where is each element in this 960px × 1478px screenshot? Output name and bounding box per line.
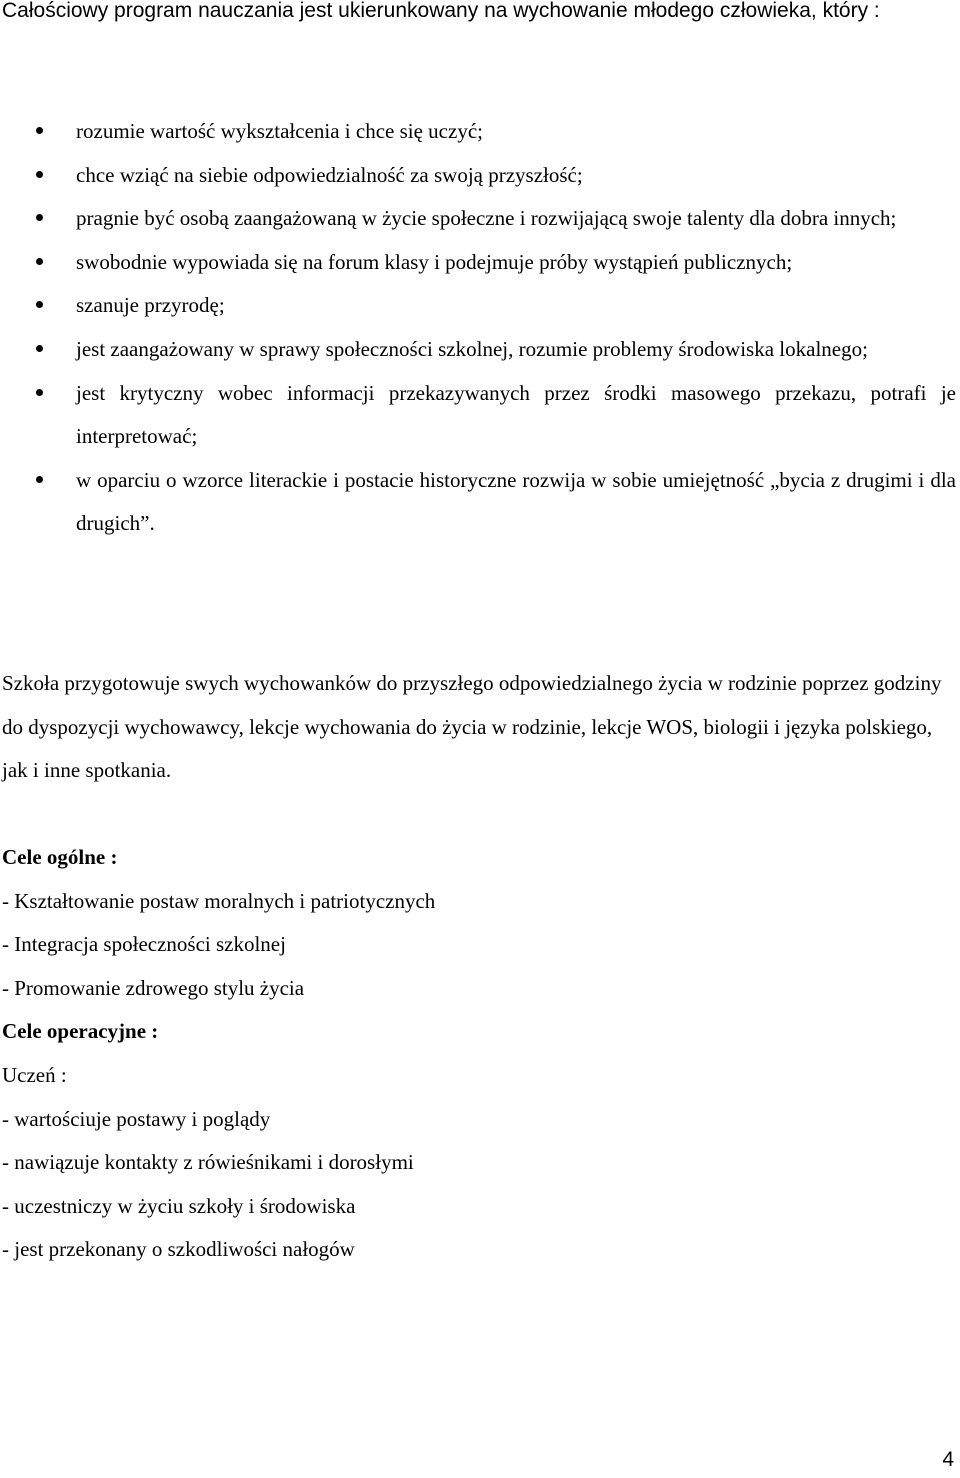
list-item-text: chce wziąć na siebie odpowiedzialność za swoją przyszłość; [76,162,583,187]
general-goals-heading: Cele ogólne : [2,845,118,869]
general-goal-item: - Integracja społeczności szkolnej [2,932,286,957]
bullet-icon [36,171,43,178]
operational-goal-item: - uczestniczy w życiu szkoły i środowiska [2,1193,356,1218]
bullet-icon [36,214,43,221]
list-item-text: swobodnie wypowiada się na forum klasy i podejmuje próby wystąpień publicznych; [76,249,793,274]
list-item-text: rozumie wartość wykształcenia i chce się uczyć; [76,119,483,143]
list-item [0,372,960,459]
list-item-text: pragnie być osobą zaangażowaną w życie społeczne i rozwijającą swoje talenty dla dobra innych; [76,206,897,231]
bullet-icon [36,476,43,483]
traits-list [0,110,960,546]
list-item [0,459,960,546]
list-item [0,197,960,241]
list-item [0,328,960,372]
family-education-paragraph: Szkoła przygotowuje swych wychowanków do przyszłego odpowiedzialnego życia w rodzinie poprzez godziny do dyspozycji wychowawcy, lekcje wychowania do życia w rodzinie, lekcje WOS, biologii i języka polskiego, jak i inne spotkania. [2,671,942,783]
operational-goals-subject: Uczeń : [2,1062,67,1087]
list-item [0,241,960,285]
list-item [0,110,960,154]
operational-goal-item: - jest przekonany o szkodliwości nałogów [2,1237,355,1262]
operational-goal-item: - wartościuje postawy i poglądy [2,1106,271,1131]
bullet-icon [36,258,43,265]
list-item-text: szanuje przyrodę; [76,293,225,318]
general-goal-item: - Kształtowanie postaw moralnych i patriotycznych [2,888,436,913]
list-item-text: jest krytyczny wobec informacji przekazywanych przez środki masowego przekazu, potrafi je interpretować; [76,380,956,449]
bullet-icon [36,389,43,396]
intro-text: Całościowy program nauczania jest ukierunkowany na wychowanie młodego człowieka, który : [2,0,880,22]
page-number: 4 [942,1448,954,1471]
operational-goals-heading: Cele operacyjne : [2,1019,159,1044]
list-item [0,154,960,198]
bullet-icon [36,301,43,308]
list-item [0,284,960,328]
goals-section [2,836,942,1272]
bullet-icon [36,127,43,134]
list-item-text: w oparciu o wzorce literackie i postacie historyczne rozwija w sobie umiejętność „bycia z drugimi i dla drugich”. [76,467,956,536]
operational-goal-item: - nawiązuje kontakty z rówieśnikami i dorosłymi [2,1150,414,1175]
general-goal-item: - Promowanie zdrowego stylu życia [2,975,305,1000]
list-item-text: jest zaangażowany w sprawy społeczności szkolnej, rozumie problemy środowiska lokalnego; [76,336,868,361]
bullet-icon [36,345,43,352]
